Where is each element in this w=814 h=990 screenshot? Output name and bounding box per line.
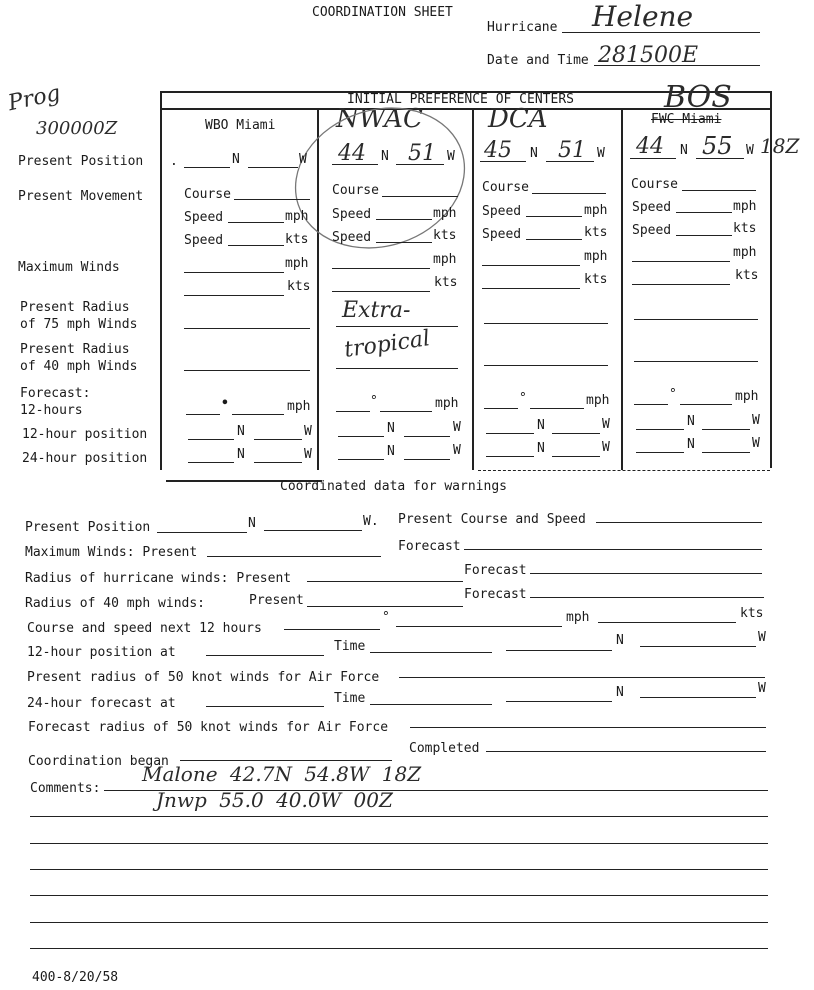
wbo-n-label: N bbox=[232, 152, 240, 167]
nwac-course-field[interactable] bbox=[382, 196, 458, 197]
dca-lon-value: 51 bbox=[558, 138, 586, 163]
wbo-speed2-label: Speed bbox=[184, 233, 224, 248]
wbo-radius75-field[interactable] bbox=[184, 328, 310, 329]
wbo-course-field[interactable] bbox=[234, 199, 310, 200]
nwac-mph-unit: mph bbox=[433, 206, 457, 221]
label-radius40-2: of 40 mph Winds bbox=[20, 359, 138, 374]
label-radius75-1: Present Radius bbox=[20, 300, 130, 315]
nwac-fc-mph-unit: mph bbox=[435, 396, 459, 411]
cd-forecast24-lat-field[interactable] bbox=[506, 701, 612, 702]
cd-next12-deg: ° bbox=[382, 610, 390, 625]
wbo-kts-unit: kts bbox=[285, 232, 309, 247]
bos-lat-value: 44 bbox=[636, 134, 664, 159]
cd-max-winds-label: Maximum Winds: Present bbox=[25, 545, 198, 560]
dca-maxwind-mph-unit: mph bbox=[584, 249, 608, 264]
cd-radius-40-label: Radius of 40 mph winds: bbox=[25, 596, 206, 611]
nwac-speed-mph-field[interactable] bbox=[376, 219, 432, 220]
wbo-maxwind-kts-unit: kts bbox=[287, 279, 311, 294]
wbo-mph-unit: mph bbox=[285, 209, 309, 224]
cd-course-next12-label: Course and speed next 12 hours bbox=[27, 621, 262, 636]
nwac-radius40-field[interactable] bbox=[336, 368, 458, 369]
cd-pos12-lat-field[interactable] bbox=[506, 650, 612, 651]
dca-course-label: Course bbox=[482, 180, 529, 195]
wbo-12h-w: W bbox=[304, 424, 312, 439]
comment-line-3[interactable] bbox=[30, 843, 768, 844]
bos-maxwind-kts-field[interactable] bbox=[632, 284, 730, 285]
nwac-24h-lat-field[interactable] bbox=[338, 459, 384, 460]
bos-maxwind-mph-field[interactable] bbox=[632, 261, 730, 262]
wbo-24h-w: W bbox=[304, 447, 312, 462]
cd-radius-40-present-label: Present bbox=[249, 593, 304, 608]
datetime-label: Date and Time bbox=[487, 53, 589, 68]
nwac-course-label: Course bbox=[332, 183, 379, 198]
bos-fc-dir-field[interactable] bbox=[634, 404, 668, 405]
comment-line-2[interactable] bbox=[30, 816, 768, 817]
cd-pos12-time-label: Time bbox=[334, 639, 366, 654]
bos-speed-mph-field[interactable] bbox=[676, 212, 732, 213]
cd-next12-mph-field[interactable] bbox=[396, 626, 562, 627]
wbo-12h-lon-field[interactable] bbox=[254, 439, 302, 440]
cd-present-position-label: Present Position bbox=[25, 520, 151, 535]
dca-maxwind-kts-field[interactable] bbox=[482, 288, 580, 289]
dca-fc-mph-unit: mph bbox=[586, 393, 610, 408]
bos-fc-mph-unit: mph bbox=[735, 389, 759, 404]
nwac-12h-w: W bbox=[453, 420, 461, 435]
dca-speed-mph-field[interactable] bbox=[526, 216, 582, 217]
dca-speed-kts-field[interactable] bbox=[526, 239, 582, 240]
cd-max-winds-forecast-label: Forecast bbox=[398, 539, 461, 554]
coordinated-title: Coordinated data for warnings bbox=[280, 479, 507, 494]
margin-note-time: 300000Z bbox=[36, 118, 118, 139]
nwac-24h-lon-field[interactable] bbox=[404, 459, 450, 460]
dca-24h-lat-field[interactable] bbox=[486, 456, 534, 457]
wbo-maxwind-kts-field[interactable] bbox=[184, 295, 284, 296]
bos-kts-unit: kts bbox=[733, 221, 757, 236]
dca-n-label: N bbox=[530, 146, 538, 161]
nwac-fc-speed-field[interactable] bbox=[380, 411, 432, 412]
dca-speed-label: Speed bbox=[482, 204, 522, 219]
nwac-note-tropical: tropical bbox=[342, 326, 432, 363]
comment-line-4[interactable] bbox=[30, 869, 768, 870]
cd-radius50-present-field[interactable] bbox=[399, 677, 765, 678]
nwac-maxwind-mph-field[interactable] bbox=[332, 268, 430, 269]
dca-course-field[interactable] bbox=[532, 193, 606, 194]
cd-max-winds-forecast-field[interactable] bbox=[464, 549, 762, 550]
comment-text-2: Jnwp 55.0 40.0W 00Z bbox=[156, 788, 393, 812]
wbo-fc-mph-unit: mph bbox=[287, 399, 311, 414]
bos-speed-kts-field[interactable] bbox=[676, 235, 732, 236]
nwac-speed2-label: Speed bbox=[332, 230, 372, 245]
cd-pos12-n: N bbox=[616, 633, 624, 648]
nwac-24h-w: W bbox=[453, 443, 461, 458]
margin-note-prog: Prog bbox=[5, 80, 63, 117]
cd-forecast-radius50-label: Forecast radius of 50 knot winds for Air Force bbox=[28, 720, 389, 735]
label-12-hours: 12-hours bbox=[20, 403, 83, 418]
nwac-radius75-field[interactable] bbox=[336, 326, 458, 327]
wbo-12h-n: N bbox=[237, 424, 245, 439]
label-24-hour-position: 24-hour position bbox=[22, 451, 148, 466]
comment-line-7[interactable] bbox=[30, 948, 768, 949]
dca-kts-unit: kts bbox=[584, 225, 608, 240]
cd-course-speed-label: Present Course and Speed bbox=[398, 512, 586, 527]
wbo-radius40-field[interactable] bbox=[184, 370, 310, 371]
dca-radius40-field[interactable] bbox=[484, 365, 608, 366]
cd-pos12-lon-field[interactable] bbox=[640, 646, 756, 647]
bos-fc-deg: ° bbox=[669, 387, 677, 402]
bos-course-field[interactable] bbox=[682, 190, 756, 191]
cd-pos12-w: W bbox=[758, 630, 766, 645]
bos-24h-lat-field[interactable] bbox=[636, 452, 684, 453]
dca-radius75-field[interactable] bbox=[484, 323, 608, 324]
cd-present-lon-field[interactable] bbox=[264, 530, 362, 531]
bos-maxwind-kts-unit: kts bbox=[735, 268, 759, 283]
table-title: INITIAL PREFERENCE OF CENTERS bbox=[347, 92, 574, 107]
cd-pos12-label: 12-hour position at bbox=[27, 645, 176, 660]
cd-w-label: W. bbox=[363, 514, 379, 529]
comment-text-1: Malone 42.7N 54.8W 18Z bbox=[142, 762, 422, 786]
bos-n-label: N bbox=[680, 143, 688, 158]
nwac-maxwind-mph-unit: mph bbox=[433, 252, 457, 267]
dca-24h-lon-field[interactable] bbox=[552, 456, 600, 457]
wbo-lon-field[interactable] bbox=[248, 167, 298, 168]
label-forecast: Forecast: bbox=[20, 386, 91, 401]
wbo-course-label: Course bbox=[184, 187, 231, 202]
bos-speed-label: Speed bbox=[632, 200, 672, 215]
cd-n-label: N bbox=[248, 516, 256, 531]
hurricane-value[interactable]: Helene bbox=[592, 0, 694, 33]
dca-speed2-label: Speed bbox=[482, 227, 522, 242]
cd-radius-hurricane-label: Radius of hurricane winds: Present bbox=[25, 571, 292, 586]
wbo-maxwind-mph-field[interactable] bbox=[184, 272, 284, 273]
col-header-nwac: NWAC bbox=[336, 104, 423, 134]
cd-next12-mph-unit: mph bbox=[566, 610, 590, 625]
wbo-24h-n: N bbox=[237, 447, 245, 462]
nwac-12h-n: N bbox=[387, 421, 395, 436]
wbo-12h-lat-field[interactable] bbox=[188, 439, 234, 440]
cd-radius-40-forecast-field[interactable] bbox=[530, 597, 764, 598]
comment-line-5[interactable] bbox=[30, 895, 768, 896]
label-present-position: Present Position bbox=[18, 154, 144, 169]
nwac-fc-deg: ° bbox=[370, 394, 378, 409]
dca-w-label: W bbox=[597, 146, 605, 161]
cd-coord-began-label: Coordination began bbox=[28, 754, 169, 769]
bos-12h-w: W bbox=[752, 413, 760, 428]
cd-completed-label: Completed bbox=[409, 741, 480, 756]
cd-forecast-radius50-field[interactable] bbox=[410, 727, 766, 728]
nwac-speed-kts-field[interactable] bbox=[376, 242, 432, 243]
wbo-fc-dir-field[interactable] bbox=[186, 414, 220, 415]
nwac-lon-value: 51 bbox=[408, 141, 436, 166]
dca-lat-value: 45 bbox=[484, 138, 512, 163]
dca-12h-w: W bbox=[602, 417, 610, 432]
cd-radius-hurricane-forecast-label: Forecast bbox=[464, 563, 527, 578]
sheet-title: COORDINATION SHEET bbox=[312, 5, 453, 20]
cd-course-speed-field[interactable] bbox=[596, 522, 762, 523]
nwac-maxwind-kts-field[interactable] bbox=[332, 291, 430, 292]
nwac-n-label: N bbox=[381, 149, 389, 164]
cd-comments-label: Comments: bbox=[30, 781, 101, 796]
label-radius40-1: Present Radius bbox=[20, 342, 130, 357]
cd-radius-40-forecast-label: Forecast bbox=[464, 587, 527, 602]
cd-coord-began-field[interactable] bbox=[180, 760, 392, 761]
cd-next12-dir-field[interactable] bbox=[284, 629, 380, 630]
cd-radius50-present-label: Present radius of 50 knot winds for Air Force bbox=[27, 670, 380, 685]
nwac-fc-dir-field[interactable] bbox=[336, 411, 370, 412]
wbo-speed-kts-field[interactable] bbox=[228, 245, 284, 246]
cd-max-winds-present-field[interactable] bbox=[207, 556, 381, 557]
bos-course-label: Course bbox=[631, 177, 678, 192]
label-maximum-winds: Maximum Winds bbox=[18, 260, 120, 275]
wbo-24h-lat-field[interactable] bbox=[188, 462, 234, 463]
bos-12h-lon-field[interactable] bbox=[702, 429, 750, 430]
cd-radius-hurricane-present-field[interactable] bbox=[307, 581, 463, 582]
cd-next12-kts-unit: kts bbox=[740, 606, 764, 621]
wbo-fc-speed-field[interactable] bbox=[232, 414, 284, 415]
nwac-kts-unit: kts bbox=[433, 228, 457, 243]
wbo-maxwind-mph-unit: mph bbox=[285, 256, 309, 271]
cd-present-lat-field[interactable] bbox=[157, 532, 247, 533]
hurricane-label: Hurricane bbox=[487, 20, 558, 35]
dca-fc-dir-field[interactable] bbox=[484, 408, 518, 409]
nwac-speed-label: Speed bbox=[332, 207, 372, 222]
cd-forecast24-label: 24-hour forecast at bbox=[27, 696, 176, 711]
wbo-lat-field[interactable] bbox=[184, 167, 230, 168]
label-present-movement: Present Movement bbox=[18, 189, 144, 204]
comment-line-6[interactable] bbox=[30, 922, 768, 923]
dca-fc-deg: ° bbox=[519, 391, 527, 406]
datetime-value[interactable]: 281500E bbox=[598, 43, 699, 68]
bos-lon-value: 55 bbox=[702, 132, 733, 160]
dca-12h-lon-field[interactable] bbox=[552, 433, 600, 434]
cd-radius-hurricane-forecast-field[interactable] bbox=[530, 573, 762, 574]
dca-12h-n: N bbox=[537, 418, 545, 433]
bos-time-value: 18Z bbox=[760, 134, 800, 158]
cd-forecast24-n: N bbox=[616, 685, 624, 700]
dca-fc-speed-field[interactable] bbox=[530, 408, 584, 409]
cd-radius-40-present-field[interactable] bbox=[307, 606, 463, 607]
cd-pos12-at-field[interactable] bbox=[206, 655, 324, 656]
col-header-fwc-miami: FWC Miami bbox=[651, 112, 722, 127]
dca-12h-lat-field[interactable] bbox=[486, 433, 534, 434]
dca-maxwind-kts-unit: kts bbox=[584, 272, 608, 287]
bos-24h-lon-field[interactable] bbox=[702, 452, 750, 453]
cd-forecast24-lon-field[interactable] bbox=[640, 697, 756, 698]
wbo-speed-label: Speed bbox=[184, 210, 224, 225]
col-header-dca: DCA bbox=[488, 104, 548, 134]
nwac-maxwind-kts-unit: kts bbox=[434, 275, 458, 290]
bos-mph-unit: mph bbox=[733, 199, 757, 214]
label-12-hour-position: 12-hour position bbox=[22, 427, 148, 442]
bos-12h-n: N bbox=[687, 414, 695, 429]
table-left-border bbox=[160, 92, 162, 470]
nwac-lat-value: 44 bbox=[338, 141, 366, 166]
cd-next12-kts-field[interactable] bbox=[598, 622, 736, 623]
cd-completed-field[interactable] bbox=[486, 751, 766, 752]
nwac-w-label: W bbox=[447, 149, 455, 164]
nwac-24h-n: N bbox=[387, 444, 395, 459]
cd-forecast24-at-field[interactable] bbox=[206, 706, 324, 707]
wbo-speed-mph-field[interactable] bbox=[228, 222, 284, 223]
col-divider-3 bbox=[621, 108, 623, 470]
wbo-24h-lon-field[interactable] bbox=[254, 462, 302, 463]
bos-speed2-label: Speed bbox=[632, 223, 672, 238]
wbo-w-label: W bbox=[299, 152, 307, 167]
bos-24h-n: N bbox=[687, 437, 695, 452]
bos-radius75-field[interactable] bbox=[634, 319, 758, 320]
label-radius75-2: of 75 mph Winds bbox=[20, 317, 138, 332]
bos-24h-w: W bbox=[752, 436, 760, 451]
cd-forecast24-time-field[interactable] bbox=[370, 704, 492, 705]
bos-fc-speed-field[interactable] bbox=[680, 404, 732, 405]
nwac-note-extra: Extra- bbox=[342, 298, 411, 323]
cd-forecast24-time-label: Time bbox=[334, 691, 366, 706]
bos-12h-lat-field[interactable] bbox=[636, 429, 684, 430]
bos-radius40-field[interactable] bbox=[634, 361, 758, 362]
bos-w-label: W bbox=[746, 143, 754, 158]
nwac-12h-lon-field[interactable] bbox=[404, 436, 450, 437]
dca-24h-w: W bbox=[602, 440, 610, 455]
col-header-bos: BOS bbox=[664, 80, 732, 115]
table-bottom-dash bbox=[478, 470, 770, 471]
form-number: 400-8/20/58 bbox=[32, 970, 119, 985]
nwac-12h-lat-field[interactable] bbox=[338, 436, 384, 437]
cd-forecast24-w: W bbox=[758, 681, 766, 696]
dca-24h-n: N bbox=[537, 441, 545, 456]
col-header-wbo-miami: WBO Miami bbox=[205, 118, 276, 133]
dca-maxwind-mph-field[interactable] bbox=[482, 265, 580, 266]
cd-pos12-time-field[interactable] bbox=[370, 652, 492, 653]
bos-maxwind-mph-unit: mph bbox=[733, 245, 757, 260]
dca-mph-unit: mph bbox=[584, 203, 608, 218]
